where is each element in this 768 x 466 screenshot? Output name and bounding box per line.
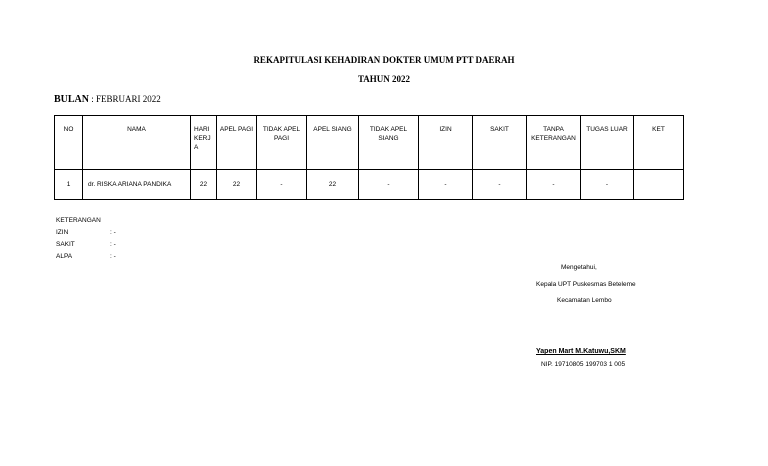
- cell-ket: [634, 170, 684, 200]
- keterangan-alpa-value: : -: [110, 253, 116, 260]
- table-row: [55, 170, 684, 200]
- cell-tugas-luar: -: [581, 170, 634, 200]
- header-hari-kerja: HARI KERJ A: [191, 116, 217, 170]
- cell-tidak-apel-pagi: -: [257, 170, 307, 200]
- header-tidak-apel-siang: TIDAK APEL SIANG: [359, 116, 419, 170]
- header-nama: NAMA: [83, 116, 191, 170]
- header-izin: IZIN: [419, 116, 473, 170]
- keterangan-sakit-label: SAKIT: [56, 241, 75, 248]
- cell-izin: -: [419, 170, 473, 200]
- signature-position: Kepala UPT Puskesmas Beteleme: [536, 281, 636, 288]
- month-label: BULAN: [54, 94, 90, 105]
- keterangan-sakit: [56, 241, 116, 248]
- header-apel-siang: APEL SIANG: [307, 116, 359, 170]
- month-line: [54, 94, 161, 105]
- signature-name: Yapen Mart M.Katuwu,SKM: [536, 348, 626, 355]
- signature-nip: NIP. 19710805 199703 1 005: [541, 361, 626, 368]
- keterangan-alpa-label: ALPA: [56, 253, 73, 260]
- header-ket: KET: [634, 116, 684, 170]
- cell-tidak-apel-siang: -: [359, 170, 419, 200]
- cell-apel-siang: 22: [307, 170, 359, 200]
- document-title: REKAPITULASI KEHADIRAN DOKTER UMUM PTT DAERAH: [253, 55, 515, 65]
- cell-sakit: -: [473, 170, 527, 200]
- attendance-table: [54, 115, 684, 200]
- month-value: : FEBRUARI 2022: [91, 94, 161, 104]
- table-header-row: [55, 116, 684, 170]
- signature-district: Kecamatan Lembo: [557, 297, 612, 304]
- keterangan-izin-label: IZIN: [56, 229, 69, 236]
- cell-tanpa-keterangan: -: [527, 170, 581, 200]
- cell-no: 1: [55, 170, 83, 200]
- cell-hari-kerja: 22: [191, 170, 217, 200]
- cell-apel-pagi: 22: [217, 170, 257, 200]
- header-tanpa-keterangan: TANPA KETERANGAN: [527, 116, 581, 170]
- keterangan-sakit-value: : -: [110, 241, 116, 248]
- signature-mengetahui: Mengetahui,: [561, 264, 597, 271]
- header-no: NO: [55, 116, 83, 170]
- cell-nama: dr. RISKA ARIANA PANDIKA: [83, 170, 191, 200]
- header-tugas-luar: TUGAS LUAR: [581, 116, 634, 170]
- keterangan-alpa: [56, 253, 116, 260]
- keterangan-izin-value: : -: [110, 229, 116, 236]
- keterangan-izin: [56, 229, 116, 236]
- document-year: TAHUN 2022: [357, 74, 411, 84]
- header-apel-pagi: APEL PAGI: [217, 116, 257, 170]
- keterangan-heading: KETERANGAN: [56, 217, 101, 224]
- header-sakit: SAKIT: [473, 116, 527, 170]
- header-tidak-apel-pagi: TIDAK APEL PAGI: [257, 116, 307, 170]
